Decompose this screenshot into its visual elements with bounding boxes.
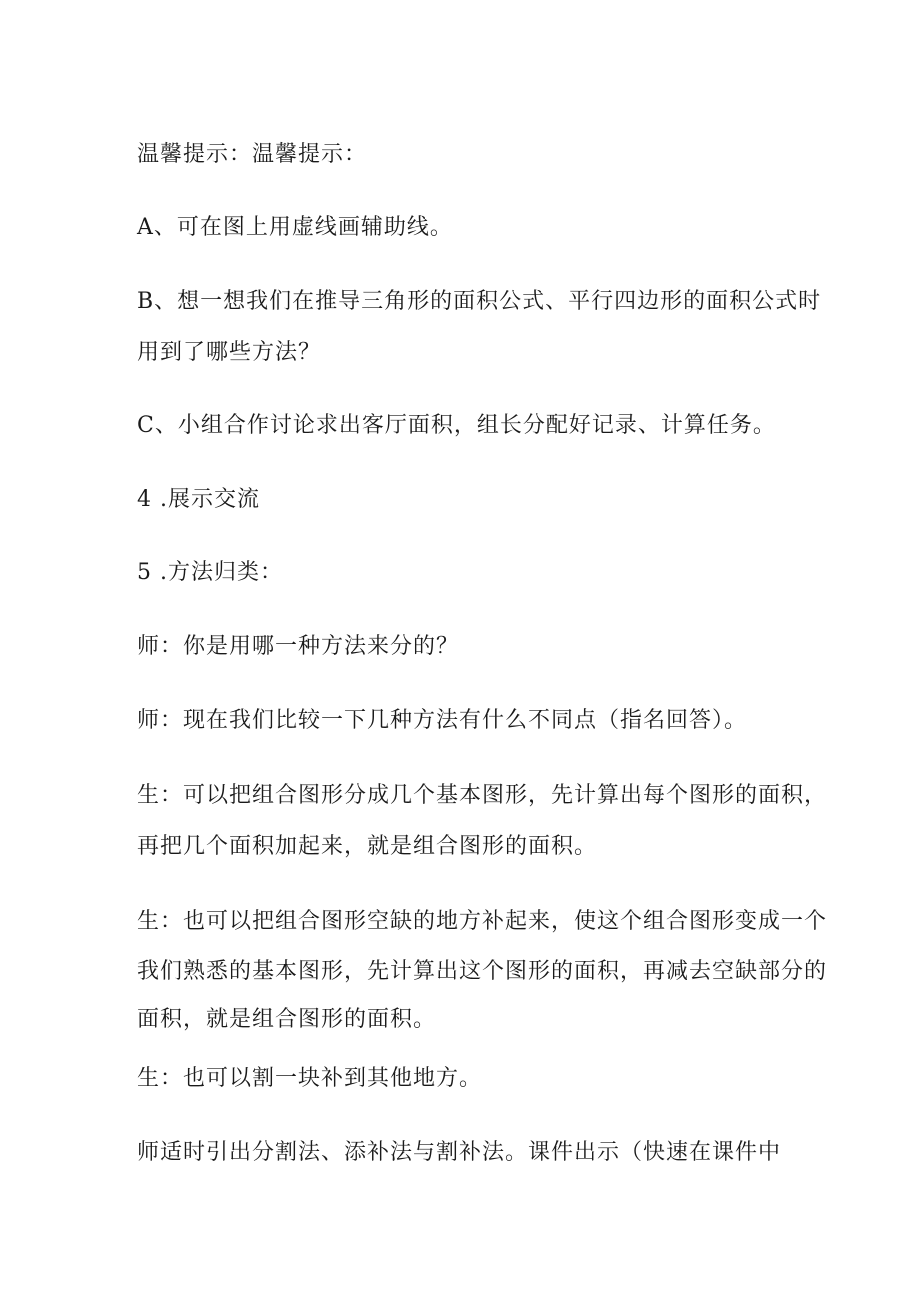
tip-c: C、小组合作讨论求出客厅面积，组长分配好记录、计算任务。 (137, 413, 776, 438)
tip-heading: 温馨提示：温馨提示： (137, 142, 368, 167)
teacher-summary: 师适时引出分割法、添补法与割补法。课件出示（快速在课件中 (137, 1140, 782, 1165)
student-answer-2-line3: 面积，就是组合图形的面积。 (137, 1007, 437, 1032)
tip-b-line2: 用到了哪些方法？ (137, 340, 322, 365)
tip-a: A、可在图上用虚线画辅助线。 (137, 215, 453, 240)
student-answer-2-line2: 我们熟悉的基本图形，先计算出这个图形的面积，再减去空缺部分的 (137, 959, 828, 984)
tip-b-line1: B、想一想我们在推导三角形的面积公式、平行四边形的面积公式时 (137, 289, 822, 314)
step-4: 4 .展示交流 (137, 487, 260, 512)
student-answer-2-line1: 生：也可以把组合图形空缺的地方补起来，使这个组合图形变成一个 (137, 909, 828, 934)
step-5: 5 .方法归类： (137, 560, 283, 585)
teacher-question-1: 师：你是用哪一种方法来分的？ (137, 634, 460, 659)
student-answer-1-line1: 生：可以把组合图形分成几个基本图形，先计算出每个图形的面积， (137, 783, 828, 808)
student-answer-1-line2: 再把几个面积加起来，就是组合图形的面积。 (137, 834, 598, 859)
student-answer-3: 生：也可以割一块补到其他地方。 (137, 1066, 483, 1091)
teacher-question-2: 师：现在我们比较一下几种方法有什么不同点（指名回答）。 (137, 708, 748, 733)
